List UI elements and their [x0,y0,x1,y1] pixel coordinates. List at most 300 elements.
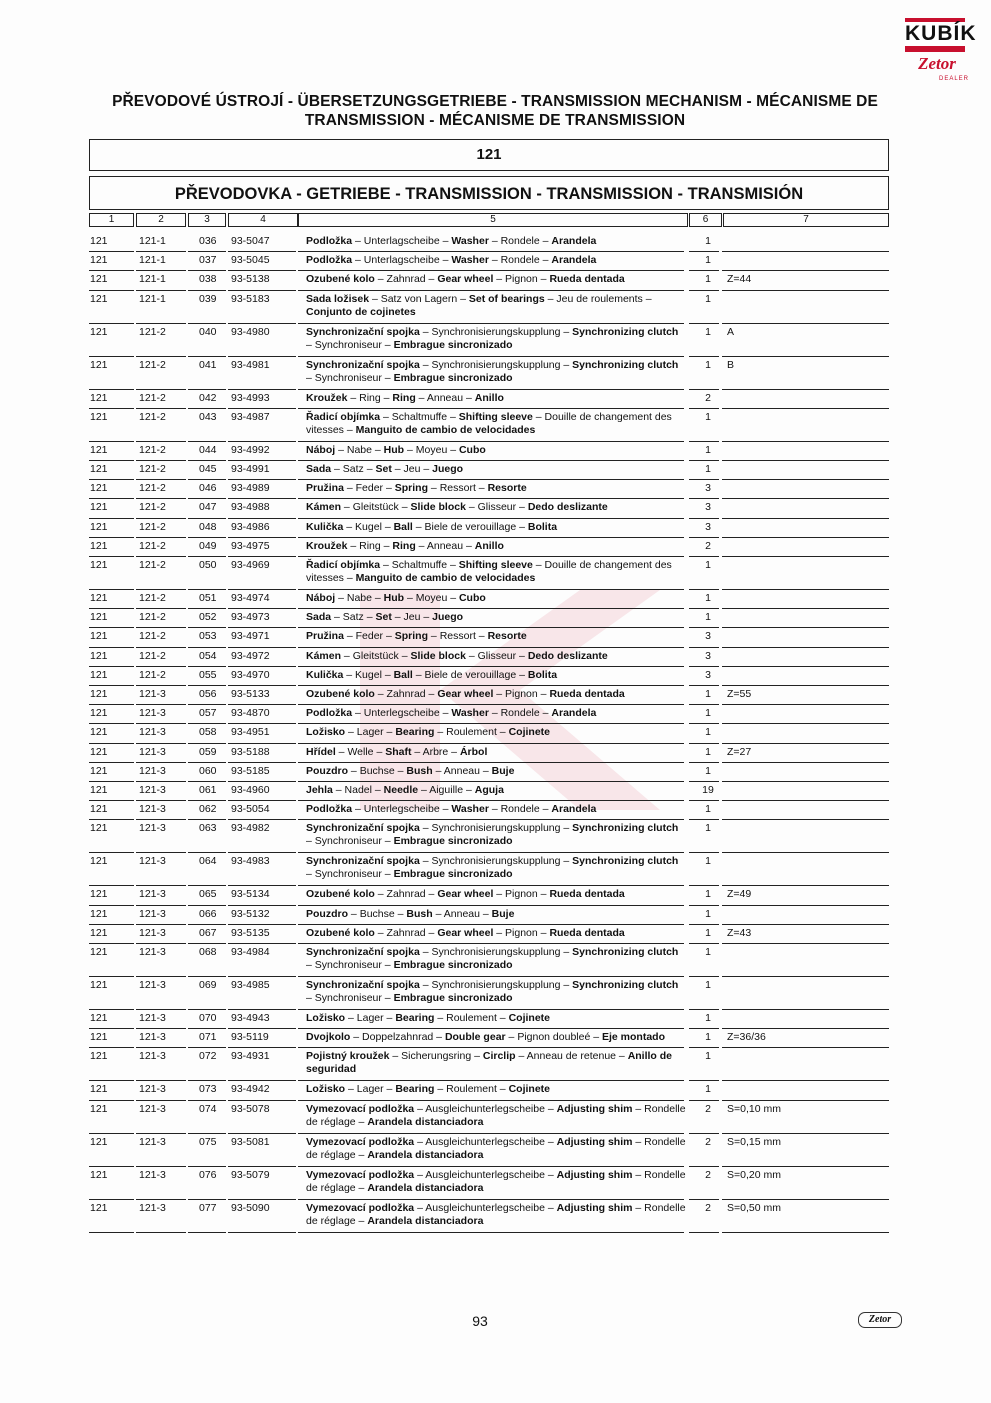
row-underline [722,1133,889,1134]
desc-en: Set of bearings [468,292,545,305]
cell-description: Řadicí objímka – Schaltmuffe – Shifting sleeve – Douille de changement des vitesses – Manguito de cambio de velocidades [306,410,672,436]
desc-de: Kugel [355,668,382,681]
cell-c4: 93-4972 [231,649,270,662]
cell-c3: 043 [199,410,217,423]
desc-de: Satz [342,611,364,624]
row-underline [722,1009,889,1010]
row-underline [136,1047,186,1048]
cell-c2: 121-3 [139,803,166,816]
cell-c4: 93-4989 [231,482,270,495]
desc-de: Feder [355,482,384,495]
cell-qty: 1 [705,822,711,835]
desc-en: Adjusting shim [556,1135,633,1148]
cell-c4: 93-4985 [231,979,270,991]
desc-fr: Rondelle de réglage [306,1201,686,1227]
row-underline [188,943,226,944]
desc-fr: Anneau [443,764,480,777]
desc-cz: Synchronizační spojka [306,325,420,338]
cell-note: Z=49 [727,888,752,901]
cell-c1: 121 [90,1083,108,1096]
cell-c4: 93-5078 [231,1102,270,1115]
desc-fr: Ressort [439,482,476,495]
cell-c4: 93-4980 [231,325,270,338]
row-underline [89,608,134,609]
row-underline [722,976,889,977]
cell-c1: 121 [90,1031,108,1044]
desc-cz: Náboj [306,443,336,456]
desc-fr: Anneau [443,907,480,920]
cell-qty: 1 [705,926,711,939]
row-underline [188,852,226,853]
row-underline [136,290,186,291]
row-underline [136,556,186,557]
kubik-logo-text: KUBÍK [905,22,977,45]
cell-c1: 121 [90,611,108,624]
cell-c1: 121 [90,726,108,739]
row-underline [228,608,296,609]
cell-qty: 1 [705,888,711,901]
cell-c3: 047 [199,501,217,514]
cell-c3: 051 [199,592,217,604]
desc-cz: Kroužek [306,391,348,404]
page-title: PŘEVODOVÉ ÚSTROJÍ - ÜBERSETZUNGSGETRIEBE - TRANSMISSION MECHANISM - MÉCANISME DE TRANSMISSION - MÉCANISME DE TRANSMISSION [112,93,878,129]
row-underline [89,441,134,442]
cell-c2: 121-3 [139,907,166,920]
footer-zetor-logo: Zetor [858,1312,902,1328]
row-underline [188,518,226,519]
row-underline [188,781,226,782]
cell-description: Dvojkolo – Doppelzahnrad – Double gear – Pignon doubleé – Eje montado [306,1031,665,1044]
row-underline [689,743,719,744]
row-underline [298,924,684,925]
desc-cz: Podložka [306,803,353,816]
row-underline [136,885,186,886]
cell-c4: 93-4993 [231,391,270,404]
table-row [0,359,991,392]
desc-es: Cojinete [508,726,550,739]
cell-qty: 1 [705,907,711,920]
table-row [0,592,991,611]
table-row [0,559,991,592]
cell-qty: 1 [705,358,711,371]
cell-c2: 121-2 [139,592,166,604]
row-underline [228,1133,296,1134]
cell-c3: 050 [199,559,217,571]
desc-cz: Synchronizační spojka [306,946,420,958]
cell-qty: 1 [705,325,711,338]
row-underline [89,323,134,324]
row-underline [136,905,186,906]
row-underline [298,852,684,853]
cell-c4: 93-4942 [231,1083,270,1096]
row-underline [722,441,889,442]
desc-es: Árbol [459,745,488,758]
cell-c2: 121-2 [139,443,166,456]
cell-c4: 93-4988 [231,501,270,514]
row-underline [298,537,684,538]
row-underline [689,647,719,648]
table-row [0,707,991,726]
desc-de: Schaltmuffe [391,559,448,571]
cell-c3: 054 [199,649,217,662]
row-underline [89,1047,134,1048]
row-underline [89,408,134,409]
cell-c4: 93-5045 [231,254,270,267]
cell-c1: 121 [90,1012,108,1024]
row-underline [228,460,296,461]
desc-es: Embrague sincronizado [393,992,513,1004]
row-underline [89,704,134,705]
desc-cz: Podložka [306,235,353,247]
desc-en: Synchronizing clutch [572,979,679,991]
row-underline [689,356,719,357]
row-underline [188,356,226,357]
desc-es: Cojinete [508,1083,550,1096]
row-underline [228,556,296,557]
row-underline [136,976,186,977]
row-underline [722,704,889,705]
desc-es: Embrague sincronizado [393,835,513,848]
desc-fr: Rondele [500,254,540,267]
row-underline [136,1028,186,1029]
desc-cz: Ložisko [306,1012,346,1024]
cell-description: Jehla – Nadel – Needle – Aiguille – Aguja [306,784,504,796]
cell-note: Z=27 [727,745,752,758]
cell-note: S=0,15 mm [727,1135,781,1148]
row-underline [298,647,684,648]
row-underline [689,1133,719,1134]
row-underline [689,852,719,853]
row-underline [188,905,226,906]
cell-c4: 93-4931 [231,1050,270,1063]
cell-c1: 121 [90,946,108,958]
cell-c2: 121-3 [139,1031,166,1044]
row-underline [89,924,134,925]
desc-de: Zahnrad [386,926,426,939]
cell-description: Synchronizační spojka – Synchronisierungskupplung – Synchronizing clutch – Synchroniseur – Embrague sincronizado [306,946,679,971]
table-row [0,822,991,855]
cell-c1: 121 [90,358,108,371]
row-underline [228,1199,296,1200]
row-underline [298,556,684,557]
row-underline [89,976,134,977]
row-underline [722,762,889,763]
cell-c1: 121 [90,443,108,456]
cell-c1: 121 [90,1102,108,1115]
row-underline [689,290,719,291]
desc-fr: Synchroniseur [314,835,382,848]
row-underline [136,704,186,705]
row-underline [298,762,684,763]
cell-qty: 1 [705,443,711,456]
row-underline [722,460,889,461]
row-underline [689,1100,719,1101]
row-underline [298,743,684,744]
desc-cz: Náboj [306,592,336,604]
desc-fr: Anneau [426,539,464,552]
row-underline [136,1009,186,1010]
cell-c4: 93-4971 [231,630,270,643]
row-underline [689,976,719,977]
row-underline [228,479,296,480]
cell-c3: 066 [199,907,217,920]
desc-es: Resorte [487,482,527,495]
row-underline [689,1232,719,1233]
row-underline [722,1199,889,1200]
row-underline [298,460,684,461]
row-underline [298,323,684,324]
cell-c1: 121 [90,979,108,991]
desc-de: Zahnrad [386,688,426,700]
desc-fr: Biele de verouillage [424,520,517,533]
cell-description: Vymezovací podložka – Ausgleichunterlegscheibe – Adjusting shim – Rondelle de réglage – Arandela distanciadora [306,1201,686,1227]
cell-c2: 121-2 [139,539,166,552]
table-row [0,1202,991,1235]
desc-en: Gear wheel [437,688,494,700]
desc-de: Unterlegscheibe [363,707,440,720]
row-underline [228,800,296,801]
row-underline [722,905,889,906]
cell-qty: 19 [702,784,714,796]
cell-c3: 062 [199,803,217,816]
desc-cz: Sada [306,611,332,624]
table-row [0,927,991,946]
desc-fr: Pignon [505,273,538,286]
row-underline [722,408,889,409]
row-underline [689,1009,719,1010]
cell-c3: 040 [199,325,217,338]
row-underline [722,1080,889,1081]
cell-qty: 1 [705,979,711,991]
desc-es: Juego [432,611,464,624]
row-underline [689,762,719,763]
cell-c4: 93-4974 [231,592,270,604]
table-row [0,1050,991,1083]
desc-de: Nadel [344,784,372,796]
cell-c1: 121 [90,235,108,247]
cell-c3: 065 [199,888,217,901]
desc-de: Lager [356,1012,384,1024]
cell-c4: 93-4984 [231,946,270,958]
table-row [0,746,991,765]
cell-description: Synchronizační spojka – Synchronisierungskupplung – Synchronizing clutch – Synchroniseur – Embrague sincronizado [306,979,679,1004]
row-underline [689,685,719,686]
desc-en: Washer [451,803,489,816]
desc-de: Doppelzahnrad [362,1031,434,1044]
cell-c2: 121-3 [139,855,166,868]
row-underline [89,589,134,590]
desc-fr: Synchroniseur [314,338,382,351]
row-underline [298,1232,684,1233]
table-row [0,1031,991,1050]
cell-c1: 121 [90,520,108,533]
cell-c2: 121-3 [139,688,166,700]
row-underline [722,270,889,271]
row-underline [298,819,684,820]
cell-description: Kulička – Kugel – Ball – Biele de verouillage – Bolita [306,520,558,533]
desc-en: Synchronizing clutch [572,325,679,338]
row-underline [136,251,186,252]
row-underline [722,589,889,590]
cell-c2: 121-2 [139,630,166,643]
cell-c4: 93-4951 [231,726,270,739]
row-underline [136,323,186,324]
cell-qty: 3 [705,520,711,533]
desc-cz: Synchronizační spojka [306,979,420,991]
row-underline [689,924,719,925]
desc-cz: Kulička [306,520,344,533]
cell-c4: 93-5079 [231,1168,270,1181]
cell-description: Vymezovací podložka – Ausgleichunterlegscheibe – Adjusting shim – Rondelle de réglage – Arandela distanciadora [306,1102,686,1128]
desc-cz: Vymezovací podložka [306,1135,415,1148]
row-underline [188,408,226,409]
table-row [0,293,991,326]
cell-c2: 121-2 [139,611,166,624]
row-underline [298,976,684,977]
row-underline [89,1100,134,1101]
cell-c3: 064 [199,855,217,868]
cell-c2: 121-3 [139,926,166,939]
row-underline [89,723,134,724]
row-underline [298,498,684,499]
row-underline [722,608,889,609]
row-underline [689,1080,719,1081]
cell-c3: 070 [199,1012,217,1024]
row-underline [136,389,186,390]
cell-c3: 061 [199,784,217,796]
cell-note: Z=55 [727,688,752,700]
row-underline [228,1009,296,1010]
row-underline [188,556,226,557]
row-underline [188,460,226,461]
row-underline [188,666,226,667]
row-underline [89,537,134,538]
row-underline [722,852,889,853]
cell-c4: 93-5132 [231,907,270,920]
row-underline [228,498,296,499]
cell-c4: 93-4943 [231,1012,270,1024]
desc-es: Arandela distanciadora [367,1181,484,1194]
cell-description: Pouzdro – Buchse – Bush – Anneau – Buje [306,907,515,920]
cell-c4: 93-5133 [231,688,270,700]
desc-de: Buchse [359,764,395,777]
cell-c3: 072 [199,1050,217,1063]
cell-description: Ozubené kolo – Zahnrad – Gear wheel – Pignon – Rueda dentada [306,926,625,939]
desc-es: Eje montado [601,1031,665,1044]
desc-en: Bearing [395,1012,435,1024]
row-underline [689,270,719,271]
cell-c3: 076 [199,1168,217,1181]
row-underline [689,905,719,906]
row-underline [89,356,134,357]
row-underline [722,666,889,667]
desc-en: Synchronizing clutch [572,855,679,868]
row-underline [188,924,226,925]
desc-es: Arandela [551,254,597,267]
row-underline [228,905,296,906]
row-underline [136,800,186,801]
row-underline [89,743,134,744]
row-underline [136,943,186,944]
row-underline [298,608,684,609]
desc-de: Nabe [346,592,372,604]
row-underline [136,627,186,628]
table-row [0,326,991,359]
row-underline [136,460,186,461]
desc-cz: Pouzdro [306,907,348,920]
row-underline [722,781,889,782]
desc-es: Arandela [551,707,597,720]
row-underline [89,852,134,853]
row-underline [689,885,719,886]
desc-de: Lager [356,1083,384,1096]
row-underline [228,251,296,252]
cell-c1: 121 [90,855,108,868]
cell-c2: 121-3 [139,1102,166,1115]
row-underline [89,885,134,886]
row-underline [722,290,889,291]
column-header-4: 4 [228,213,298,227]
row-underline [298,479,684,480]
row-underline [188,608,226,609]
row-underline [188,251,226,252]
table-row [0,908,991,927]
row-underline [136,743,186,744]
desc-en: Spring [394,630,428,643]
desc-de: Zahnrad [386,888,426,901]
cell-description: Pružina – Feder – Spring – Ressort – Resorte [306,630,527,643]
row-underline [188,743,226,744]
cell-c2: 121-3 [139,764,166,777]
cell-description: Pouzdro – Buchse – Bush – Anneau – Buje [306,764,515,777]
desc-cz: Vymezovací podložka [306,1168,415,1181]
table-row [0,803,991,822]
desc-en: Gear wheel [437,926,494,939]
desc-fr: Synchroniseur [314,371,382,384]
row-underline [689,323,719,324]
row-underline [689,666,719,667]
row-underline [722,389,889,390]
desc-en: Spring [394,482,428,495]
row-underline [298,356,684,357]
cell-description: Sada – Satz – Set – Jeu – Juego [306,611,464,624]
row-underline [228,852,296,853]
row-underline [298,1028,684,1029]
cell-c2: 121-1 [139,254,166,267]
cell-c2: 121-3 [139,726,166,739]
desc-fr: Ressort [439,630,476,643]
cell-c2: 121-3 [139,1050,166,1063]
row-underline [689,781,719,782]
row-underline [89,556,134,557]
row-underline [228,1232,296,1233]
desc-en: Synchronizing clutch [572,822,679,835]
desc-de: Unterlagscheibe [363,235,440,247]
desc-en: Bearing [395,726,435,739]
desc-cz: Kámen [306,649,342,662]
desc-de: Buchse [359,907,395,920]
desc-es: Anillo [474,539,504,552]
cell-qty: 1 [705,1012,711,1024]
cell-description: Kulička – Kugel – Ball – Biele de verouillage – Bolita [306,668,558,681]
row-underline [298,666,684,667]
row-underline [136,723,186,724]
cell-description: Pojistný kroužek – Sicherungsring – Circlip – Anneau de retenue – Anillo de seguridad [306,1050,673,1076]
desc-es: Arandela [551,803,597,816]
cell-c4: 93-5135 [231,926,270,939]
desc-en: Ball [393,668,413,681]
desc-en: Shaft [385,745,412,758]
